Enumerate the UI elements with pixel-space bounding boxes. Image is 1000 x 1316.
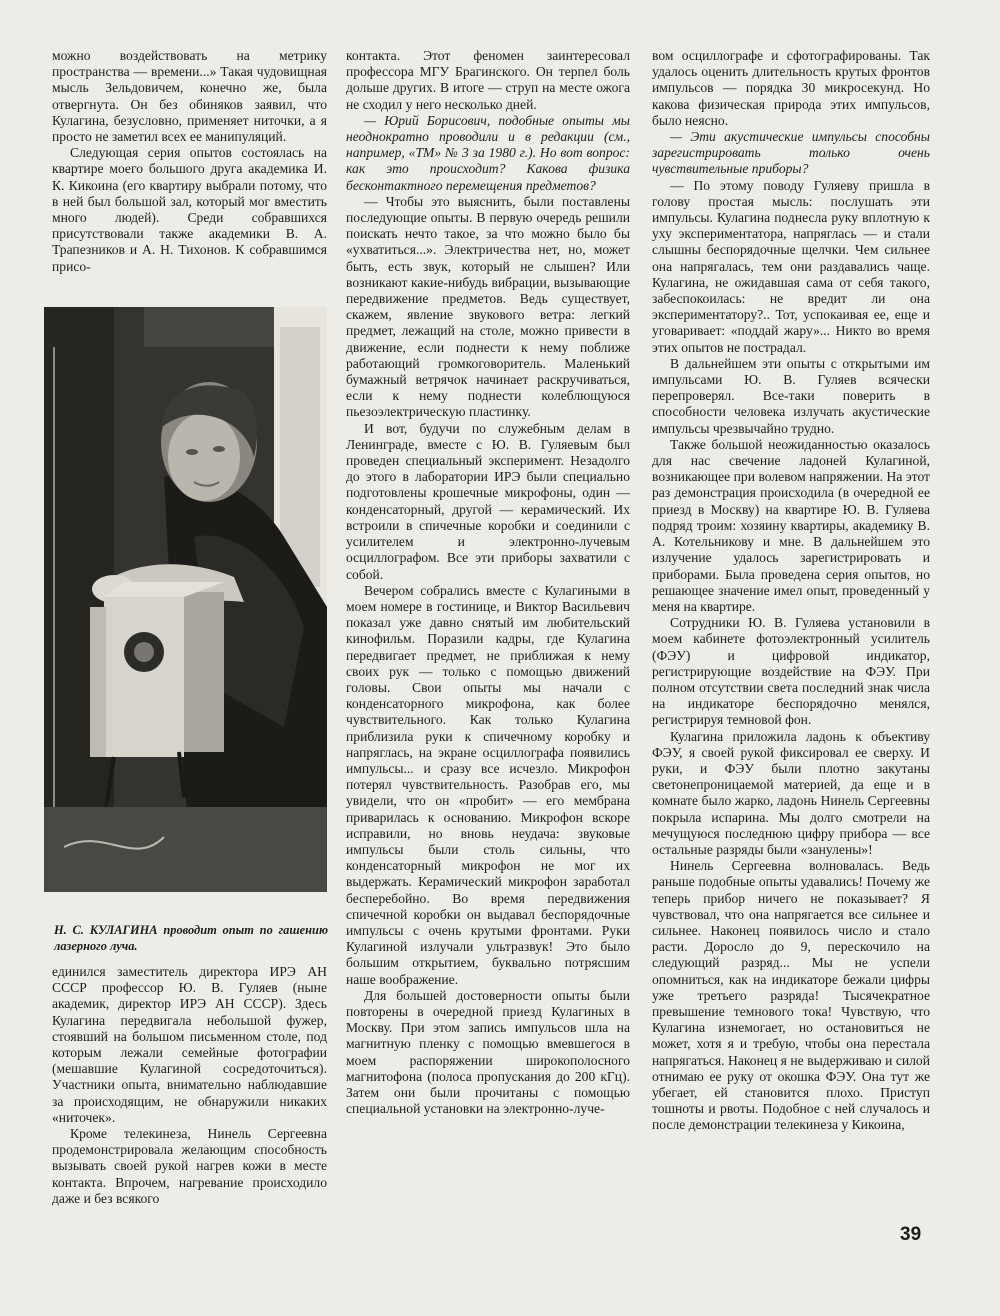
paragraph: Сотрудники Ю. В. Гуляева установили в моем кабинете фотоэлектронный усилитель (ФЭУ) и цифровой индикатор, регистрирующие воздействие на ФЭУ. При полном отсутствии света последний знак числа на индикаторе беспорядочно менялся, регистрируя темновой фон. [652, 615, 930, 728]
paragraph: Кроме телекинеза, Нинель Сергеевна продемонстрировала желающим способность вызывать своей рукой нагрев кожи в месте контакта. Впрочем, нагревание происходило даже и без всякого [52, 1126, 327, 1206]
column-3 [652, 48, 930, 1208]
paragraph: — Чтобы это выяснить, были поставлены последующие опыты. В первую очередь решили поискать нечто такое, за что можно было бы «ухватиться...». Электричества нет, но, может быть, есть звук, который не слышен? Или возникают какие-нибудь вибрации, вызывающие передвижение предметов. Ведь существует, скажем, явление звукового ветра: легкий предмет, лежащий на столе, можно привести в движение, если поднести к нему поближе работающий громкоговоритель. Маленький бумажный ветрячок начинает раскручиваться, если к нему поднести колеблющуюся пьезоэлектрическую пластинку. [346, 193, 630, 420]
column-1-top [52, 48, 327, 293]
paragraph: — Эти акустические импульсы способны зарегистрировать только очень чувствительные приборы? [652, 129, 930, 177]
paragraph: И вот, будучи по служебным делам в Ленинграде, вместе с Ю. В. Гуляевым был проведен специальный эксперимент. Незадолго до этого в лаборатории ИРЭ были специально подготовлены крошечные микрофоны, один — конденсаторный, другой — керамический. Их встроили в спичечные коробки и соединили с усилителем и электронно-лучевым осциллографом. Все эти приборы захватили с собой. [346, 420, 630, 582]
paragraph: В дальнейшем эти опыты с открытыми им импульсами Ю. В. Гуляев всячески перепроверял. Все-таки поверить в способности человека излучать акустические импульсы чрезвычайно трудно. [652, 355, 930, 436]
paragraph: контакта. Этот феномен заинтересовал профессора МГУ Брагинского. Он терпел боль дольше других. В итоге — струп на месте ожога не сходил у него несколько дней. [346, 48, 630, 112]
paragraph: Для большей достоверности опыты были повторены в очередной приезд Кулагиных в Москву. При этом запись импульсов шла на магнитную пленку с помощью вмевшегося в моем распоряжении широкополосного магнитофона (полоса пропускания до 200 кГц). Затем они были прочитаны с помощью специальной установки на электронно-луче- [346, 987, 630, 1117]
paragraph: — По этому поводу Гуляеву пришла в голову простая мысль: послушать эти импульсы. Кулагина поднесла руку вплотную к уху экспериментатора, напряглась — и стали слышны беспорядочные щелчки. Чем сильнее она напрягалась, тем они раздавались чаще. Кулагина, не ожидавшая сама от себя такого, забеспокоилась: не вредит ли она экспериментатору?.. Тот, успокаивая ее, еще и уговаривает: «поддай жару»... Никто во время этих опытов не пострадал. [652, 177, 930, 355]
paragraph: можно воздействовать на метрику пространства — времени...» Такая чудовищная мысль Зельдовичем, конечно же, была отвергнута. Он без обиняков заявил, что Кулагина, безусловно, применяет ниточки, а я просто не заметил всех ее манипуляций. [52, 48, 327, 145]
paragraph: Вечером собрались вместе с Кулагиными в моем номере в гостинице, и Виктор Васильевич показал уже давно снятый им любительский кинофильм. Поразили кадры, где Кулагина передвигает предмет, не приближая к нему своих рук — только с помощью движений головы. Свои опыты мы начали с конденсаторного микрофона, как более чувствительного. Как только Кулагина приблизила руки к спичечному коробку и напряглась, на экране осциллографа появились импульсы... и сразу все исчезло. Микрофон потерял чувствительность. Разобрав его, мы увидели, что он «пробит» — его мембрана приварилась к основанию. Микрофон вскоре исправили, но вновь неудача: звуковые импульсы были столь сильны, что конденсаторный микрофон не мог их выдержать. Керамический микрофон заработал бесперебойно. Во время передвижения спичечной коробки он выдавал беспорядочные импульсы с очень крутыми фронтами. Руки Кулагиной излучали ультразвук! Это было большим открытием, буквально потрясшим наше воображение. [346, 582, 630, 987]
photo-illustration [44, 307, 327, 892]
column-2 [346, 48, 630, 1264]
column-1-bottom [52, 964, 327, 1264]
paragraph: Также большой неожиданностью оказалось для нас свечение ладоней Кулагиной, возникающее при волевом напряжении. На этот раз демонстрация происходила (в очередной ее приезд в Москву) на квартире Ю. В. Гуляева подряд троим: хозяину квартиры, академику В. А. Котельникову и мне. В дальнейшем это излучение удалось зарегистрировать и приборами. Была проведена серия опытов, но решающее значение имел опыт, проведенный у меня на квартире. [652, 436, 930, 614]
paragraph: единился заместитель директора ИРЭ АН СССР профессор Ю. В. Гуляев (ныне академик, директор ИРЭ АН СССР). Здесь Кулагина передвигала небольшой фужер, стоявший на большом письменном столе, под которым лежали семейные фотографии (мешавшие Кулагиной сосредоточиться). Участники опыта, внимательно наблюдавшие за происходящим, не обнаружили никаких «ниточек». [52, 964, 327, 1125]
paragraph: вом осциллографе и сфотографированы. Так удалось оценить длительность крутых фронтов импульсов — порядка 30 микросекунд. Но какова физическая природа этих импульсов, было неясно. [652, 48, 930, 128]
photo-caption: Н. С. КУЛАГИНА проводит опыт по гашению лазерного луча. [54, 923, 328, 953]
paragraph: Кулагина приложила ладонь к объективу ФЭУ, я своей рукой фиксировал ее сверху. И руки, и ФЭУ были плотно закутаны светонепроницаемой материей, да еще и в комнате было жарко, ладонь Нинель Сергеевны покрыла испарина. Мы долго смотрели на мечущуюся последнюю цифру прибора — все остальные разряды были «занулены»! [652, 728, 930, 857]
paragraph: — Юрий Борисович, подобные опыты мы неоднократно проводили и в редакции (см., например, «ТМ» № 3 за 1980 г.). Но вот вопрос: как это происходит? Какова физика бесконтактного перемещения предметов? [346, 112, 630, 193]
photo-kulagina-experiment [44, 307, 327, 892]
paragraph: Следующая серия опытов состоялась на квартире моего большого друга академика И. К. Кикоина (его квартиру выбрали потому, что в ней был большой зал, который мог вместить много людей). Среди собравшихся присутствовали также академики В. А. Трапезников и А. Н. Тихонов. К собравшимся присо- [52, 145, 327, 274]
paragraph: Нинель Сергеевна волновалась. Ведь раньше подобные опыты удавались! Почему же теперь прибор ничего не показывает? Я чувствовал, что она напрягается все сильнее и сильнее. Наконец появилось число и стало расти. Доросло до 9, перескочило на следующий разряд... Мы не успели опомниться, как на индикаторе бежали цифры уже третьего разряда! Тысячекратное превышение темнового тока! Чувствую, что Кулагина изнемогает, но остановиться не может, хотя я и требую, чтобы она перестала напрягаться. Наконец я не выдерживаю и силой отнимаю ее руку от окошка ФЭУ. Она тут же убегает, ей становится плохо. Приступ тошноты и рвоты. Подобное с ней случалось и после демонстрации телекинеза у Кикоина, [652, 858, 930, 1133]
page-number: 39 [900, 1224, 922, 1245]
